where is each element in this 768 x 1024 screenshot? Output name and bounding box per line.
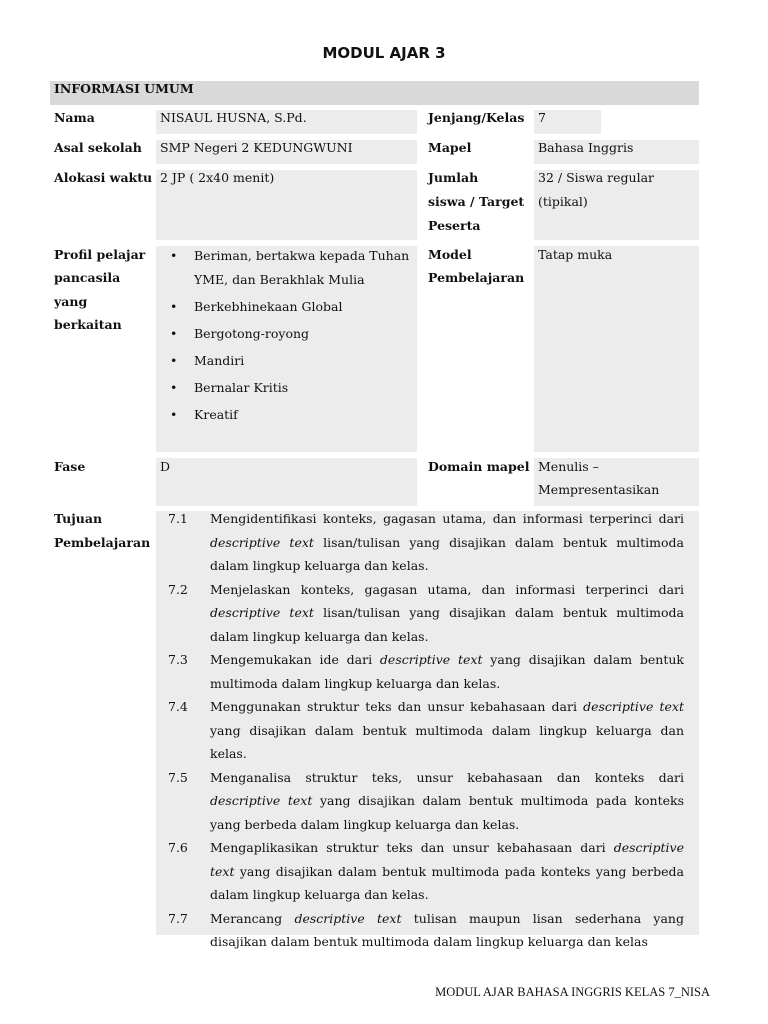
objective-number: 7.6 — [168, 840, 188, 855]
objective-item — [168, 648, 684, 695]
tujuan-label-2: Pembelajaran — [54, 535, 151, 550]
objective-text — [210, 695, 684, 766]
page-footer: MODUL AJAR BAHASA INGGRIS KELAS 7_NISA — [435, 985, 710, 999]
objective-term: descriptive text — [294, 910, 402, 926]
objective-text-b: yang disajikan dalam bentuk multimoda pada konteks yang berbeda dalam lingkup keluarga dan kelas. — [210, 863, 684, 902]
model-value: Tatap muka — [538, 247, 613, 262]
objective-number: 7.1 — [168, 511, 188, 526]
domain-value-1: Menulis – — [538, 459, 599, 474]
objective-text — [210, 836, 684, 907]
objective-item — [168, 836, 684, 907]
alokasi-value: 2 JP ( 2x40 menit) — [160, 170, 275, 185]
profil-list — [158, 244, 413, 427]
profil-label-3: yang — [54, 294, 88, 309]
objective-text-a: Menjelaskan konteks, gagasan utama, dan informasi terperinci dari — [210, 581, 684, 597]
fase-label: Fase — [54, 459, 86, 474]
profil-item: • Berkebhinekaan Global — [158, 295, 413, 319]
fase-value: D — [160, 459, 171, 474]
model-box — [534, 246, 699, 452]
objective-number: 7.4 — [168, 699, 188, 714]
objectives-list — [168, 507, 684, 954]
profil-label-1: Profil pelajar — [54, 247, 146, 262]
objective-text-a: Mengemukakan ide dari — [210, 652, 380, 667]
domain-label: Domain mapel — [428, 459, 530, 474]
objective-text — [210, 507, 684, 578]
objective-item — [168, 695, 684, 766]
objective-item — [168, 766, 684, 837]
model-label-2: Pembelajaran — [428, 270, 525, 285]
domain-value-2: Mempresentasikan — [538, 482, 660, 497]
jumlah-label-3: Peserta — [428, 218, 481, 233]
objective-text-a: Mengidentifikasi konteks, gagasan utama, dan informasi terperinci dari — [210, 511, 684, 526]
document-title: MODUL AJAR 3 — [322, 44, 446, 62]
nama-value: NISAUL HUSNA, S.Pd. — [160, 110, 307, 125]
nama-label: Nama — [54, 110, 95, 125]
objective-number: 7.2 — [168, 581, 188, 597]
section-header: INFORMASI UMUM — [50, 81, 699, 105]
objective-text — [210, 766, 684, 837]
profil-item: • Bernalar Kritis — [158, 376, 413, 400]
objective-text-a: Mengaplikasikan struktur teks dan unsur kebahasaan dari — [210, 840, 614, 855]
objective-text-b: yang disajikan dalam bentuk multimoda pada konteks yang berbeda dalam lingkup keluarga dan kelas. — [210, 793, 684, 832]
model-label-1: Model — [428, 247, 472, 262]
jumlah-value-1: 32 / Siswa regular — [538, 170, 655, 185]
tujuan-label-1: Tujuan — [54, 511, 103, 526]
objective-item — [168, 507, 684, 578]
objective-text-b: tulisan maupun lisan sederhana yang disajikan dalam bentuk multimoda dalam lingkup keluarga dan kelas — [210, 910, 684, 949]
objective-term: descriptive text — [210, 605, 314, 620]
objective-text-b: yang disajikan dalam bentuk multimoda dalam lingkup keluarga dan kelas. — [210, 652, 684, 691]
profil-item: • Beriman, bertakwa kepada Tuhan YME, dan Berakhlak Mulia — [158, 244, 413, 292]
objective-text — [210, 578, 684, 649]
objective-term: descriptive text — [210, 793, 313, 808]
asal-label: Asal sekolah — [54, 140, 142, 155]
profil-list-container — [158, 244, 413, 430]
objective-text-b: lisan/tulisan yang disajikan dalam bentuk multimoda dalam lingkup keluarga dan kelas. — [210, 534, 684, 573]
objective-number: 7.5 — [168, 769, 188, 785]
mapel-value: Bahasa Inggris — [538, 140, 634, 155]
objective-number: 7.3 — [168, 652, 188, 667]
objective-text — [210, 907, 684, 954]
objective-term: descriptive text — [210, 840, 684, 879]
objective-text-b: yang disajikan dalam bentuk multimoda dalam lingkup keluarga dan kelas. — [210, 722, 684, 761]
jumlah-label-2: siswa / Target — [428, 194, 525, 209]
alokasi-label: Alokasi waktu — [54, 170, 153, 185]
jumlah-label-1: Jumlah — [428, 170, 479, 185]
objective-text-a: Menggunakan struktur teks dan unsur kebahasaan dari — [210, 699, 584, 714]
fase-box — [156, 458, 417, 506]
profil-label-4: berkaitan — [54, 317, 122, 332]
objective-term: descriptive text — [583, 699, 684, 714]
profil-item: • Kreatif — [158, 403, 413, 427]
asal-value: SMP Negeri 2 KEDUNGWUNI — [160, 140, 353, 155]
objective-term: descriptive text — [379, 652, 483, 667]
jenjang-value: 7 — [538, 110, 546, 125]
profil-item: • Bergotong-royong — [158, 322, 413, 346]
objective-text-b: lisan/tulisan yang disajikan dalam bentuk multimoda dalam lingkup keluarga dan kelas. — [210, 605, 684, 644]
objective-item — [168, 907, 684, 954]
jumlah-value-2: (tipikal) — [538, 194, 588, 209]
objective-text — [210, 648, 684, 695]
objective-item — [168, 578, 684, 649]
objective-term: descriptive text — [210, 534, 314, 550]
mapel-label: Mapel — [428, 140, 472, 155]
objective-number: 7.7 — [168, 910, 188, 926]
profil-label-2: pancasila — [54, 270, 121, 285]
objective-text-a: Menganalisa struktur teks, unsur kebahasaan dan konteks dari — [210, 769, 684, 785]
profil-item: • Mandiri — [158, 349, 413, 373]
jenjang-label: Jenjang/Kelas — [428, 110, 525, 125]
objective-text-a: Merancang — [210, 910, 295, 926]
